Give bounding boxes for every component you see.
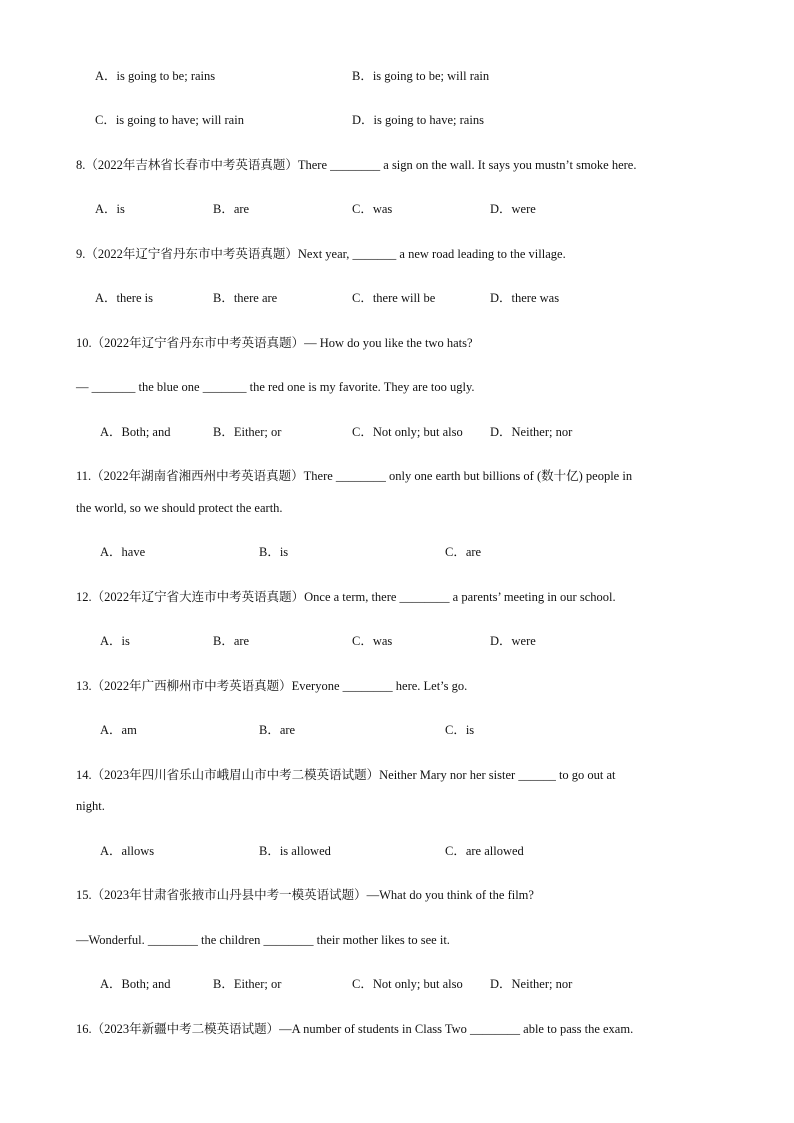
q10-stem-row	[0, 333, 794, 353]
q10-option-d[interactable]: D．Neither; nor	[490, 425, 573, 439]
q15-option-d[interactable]: D．Neither; nor	[490, 977, 573, 991]
q12-options	[0, 631, 794, 651]
q7-option-d[interactable]: D．is going to have; rains	[352, 113, 484, 127]
q9-option-a[interactable]: A．there is	[95, 291, 153, 305]
q10-options	[0, 422, 794, 442]
q10-line2-row	[0, 377, 794, 397]
q15-stem-row	[0, 885, 794, 905]
q7-options-row-2	[0, 110, 794, 130]
q10-line2: — _______ the blue one _______ the red one is my favorite. They are too ugly.	[76, 380, 475, 394]
q7-option-c[interactable]: C．is going to have; will rain	[95, 113, 244, 127]
q11-line2: the world, so we should protect the earth.	[76, 501, 283, 515]
q14-options	[0, 841, 794, 861]
q14-line2-row	[0, 796, 794, 816]
q14-option-c[interactable]: C．are allowed	[445, 844, 524, 858]
q7-options-row-1	[0, 66, 794, 86]
q10-option-a[interactable]: A．Both; and	[100, 425, 171, 439]
q15-line2: —Wonderful. ________ the children ________ their mother likes to see it.	[76, 933, 450, 947]
q15-option-c[interactable]: C．Not only; but also	[352, 977, 463, 991]
q13-option-c[interactable]: C．is	[445, 723, 475, 737]
q14-stem: 14.（2023年四川省乐山市峨眉山市中考二模英语试题）Neither Mary nor her sister ______ to go out at	[76, 768, 616, 782]
q16-stem: 16.（2023年新疆中考二模英语试题）—A number of students in Class Two ________ able to pass the exam.	[76, 1022, 634, 1036]
q8-stem-row	[0, 155, 794, 175]
q9-options	[0, 288, 794, 308]
q9-option-d[interactable]: D．there was	[490, 291, 560, 305]
q13-option-a[interactable]: A．am	[100, 723, 137, 737]
q14-option-a[interactable]: A．allows	[100, 844, 155, 858]
q13-options	[0, 720, 794, 740]
q9-option-c[interactable]: C．there will be	[352, 291, 436, 305]
q11-options	[0, 542, 794, 562]
q12-option-d[interactable]: D．were	[490, 634, 536, 648]
q12-option-c[interactable]: C．was	[352, 634, 393, 648]
q11-option-b[interactable]: B．is	[259, 545, 289, 559]
q13-stem-row	[0, 676, 794, 696]
q11-stem: 11.（2022年湖南省湘西州中考英语真题）There ________ only one earth but billions of (数十亿) people in	[76, 469, 633, 483]
q11-option-c[interactable]: C．are	[445, 545, 482, 559]
q7-option-a[interactable]: A．is going to be; rains	[95, 69, 216, 83]
q8-option-b[interactable]: B．are	[213, 202, 250, 216]
q15-line2-row	[0, 930, 794, 950]
q8-option-d[interactable]: D．were	[490, 202, 536, 216]
q13-option-b[interactable]: B．are	[259, 723, 296, 737]
q11-line2-row	[0, 498, 794, 518]
q12-stem: 12.（2022年辽宁省大连市中考英语真题）Once a term, there ________ a parents’ meeting in our school.	[76, 590, 616, 604]
q12-stem-row	[0, 587, 794, 607]
q8-options	[0, 199, 794, 219]
q15-options	[0, 974, 794, 994]
q14-line2: night.	[76, 799, 105, 813]
q12-option-b[interactable]: B．are	[213, 634, 250, 648]
q8-option-a[interactable]: A．is	[95, 202, 125, 216]
q14-stem-row	[0, 765, 794, 785]
q13-stem: 13.（2022年广西柳州市中考英语真题）Everyone ________ here. Let’s go.	[76, 679, 468, 693]
q9-stem-row	[0, 244, 794, 264]
q15-option-a[interactable]: A．Both; and	[100, 977, 171, 991]
q9-option-b[interactable]: B．there are	[213, 291, 278, 305]
q8-option-c[interactable]: C．was	[352, 202, 393, 216]
q9-stem: 9.（2022年辽宁省丹东市中考英语真题）Next year, _______ a new road leading to the village.	[76, 247, 566, 261]
q8-stem: 8.（2022年吉林省长春市中考英语真题）There ________ a sign on the wall. It says you mustn’t smoke here.	[76, 158, 637, 172]
q10-option-c[interactable]: C．Not only; but also	[352, 425, 463, 439]
q15-option-b[interactable]: B．Either; or	[213, 977, 282, 991]
q14-option-b[interactable]: B．is allowed	[259, 844, 331, 858]
q10-option-b[interactable]: B．Either; or	[213, 425, 282, 439]
q16-stem-row	[0, 1019, 794, 1039]
q11-option-a[interactable]: A．have	[100, 545, 146, 559]
q12-option-a[interactable]: A．is	[100, 634, 130, 648]
q11-stem-row	[0, 466, 794, 486]
q15-stem: 15.（2023年甘肃省张掖市山丹县中考一模英语试题）—What do you think of the film?	[76, 888, 534, 902]
q7-option-b[interactable]: B．is going to be; will rain	[352, 69, 490, 83]
q10-stem: 10.（2022年辽宁省丹东市中考英语真题）— How do you like the two hats?	[76, 336, 473, 350]
